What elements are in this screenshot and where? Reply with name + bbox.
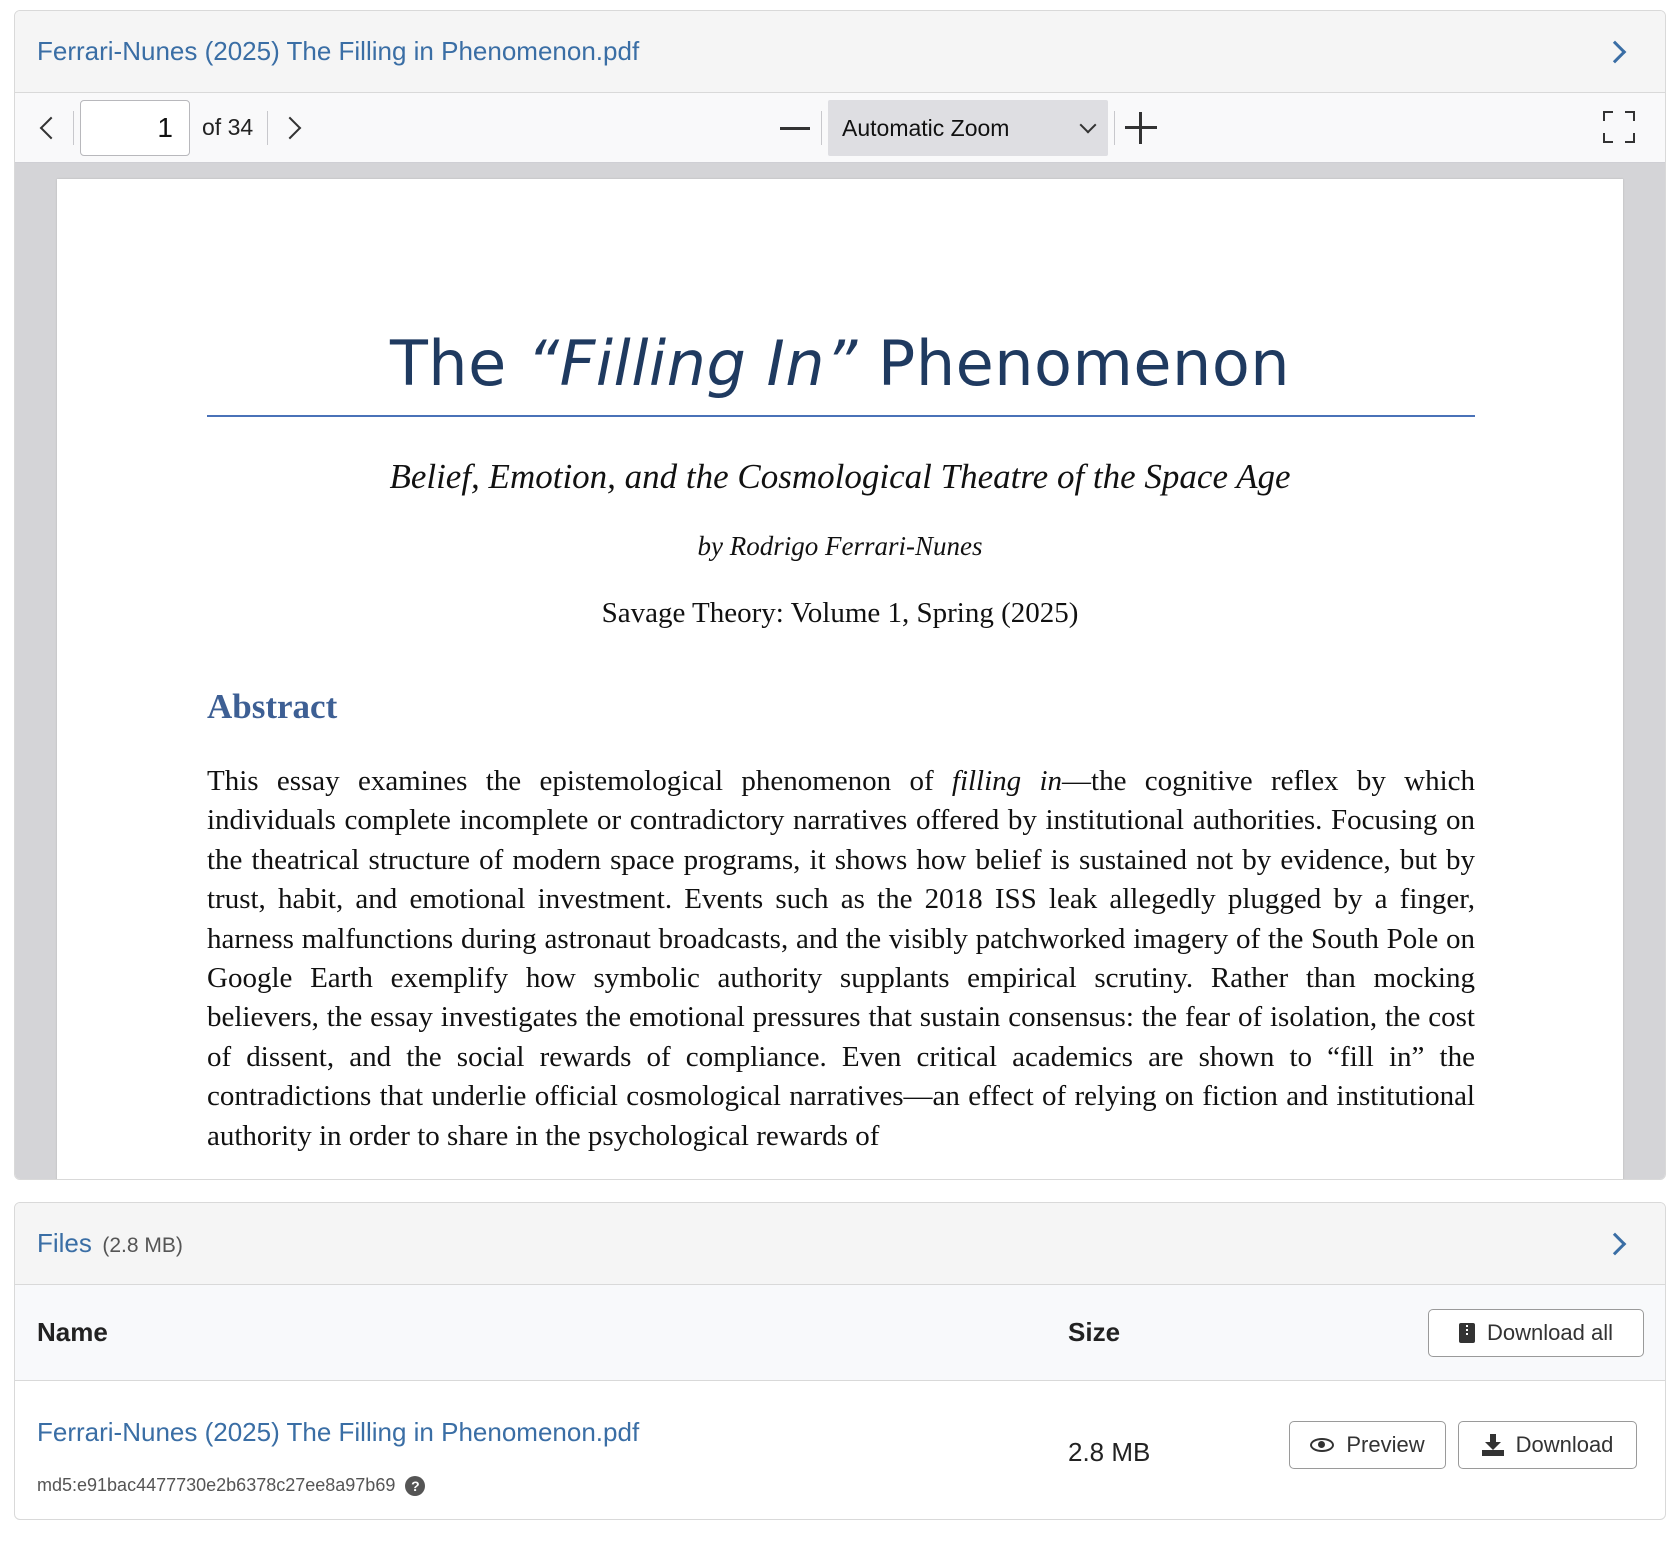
- files-heading[interactable]: Files: [37, 1228, 92, 1258]
- eye-icon: [1310, 1438, 1334, 1452]
- zoom-select[interactable]: [828, 100, 1108, 156]
- files-total-size: (2.8 MB): [102, 1234, 183, 1257]
- column-header-size: Size: [1068, 1317, 1121, 1347]
- preview-label: Preview: [1346, 1432, 1425, 1457]
- previous-page-button[interactable]: [27, 103, 67, 153]
- zoom-out-button[interactable]: [775, 103, 815, 153]
- toolbar-divider: [73, 111, 74, 145]
- file-zip-icon: [1459, 1323, 1475, 1343]
- pdf-toolbar: [15, 93, 1665, 163]
- document-subtitle: Belief, Emotion, and the Cosmological Theatre of the Space Age: [389, 457, 1291, 496]
- download-button[interactable]: [1458, 1421, 1637, 1469]
- download-label: Download: [1515, 1432, 1614, 1457]
- chevron-right-icon[interactable]: [1604, 40, 1627, 63]
- toolbar-divider: [1114, 111, 1115, 145]
- page-number-input[interactable]: [80, 100, 190, 156]
- pdf-viewport[interactable]: [15, 163, 1665, 1179]
- fullscreen-button[interactable]: [1603, 111, 1635, 143]
- files-table-header: [15, 1285, 1665, 1381]
- download-icon: [1482, 1434, 1504, 1456]
- file-md5: [37, 1475, 425, 1496]
- toolbar-divider: [267, 111, 268, 145]
- abstract-heading: Abstract: [207, 687, 338, 726]
- zoom-select-value: Automatic Zoom: [842, 114, 1010, 141]
- pdf-page: [57, 179, 1623, 1179]
- file-name-link[interactable]: Ferrari-Nunes (2025) The Filling in Phenomenon.pdf: [37, 1417, 640, 1447]
- table-row: [15, 1381, 1665, 1517]
- title-divider: [207, 415, 1475, 417]
- column-header-name: Name: [37, 1317, 108, 1347]
- question-circle-icon[interactable]: ?: [405, 1476, 425, 1496]
- chevron-left-icon: [40, 116, 63, 139]
- plus-icon: [1125, 112, 1157, 144]
- download-all-label: Download all: [1487, 1320, 1613, 1345]
- page-count-label: of 34: [202, 114, 254, 140]
- preview-file-title[interactable]: Ferrari-Nunes (2025) The Filling in Phenomenon.pdf: [37, 36, 640, 66]
- next-page-button[interactable]: [274, 103, 314, 153]
- zoom-controls: [775, 100, 1161, 156]
- preview-header[interactable]: [15, 11, 1665, 93]
- preview-button[interactable]: [1289, 1421, 1446, 1469]
- document-byline: by Rodrigo Ferrari-Nunes: [697, 531, 983, 561]
- toolbar-divider: [821, 111, 822, 145]
- zoom-in-button[interactable]: [1121, 103, 1161, 153]
- chevron-right-icon: [279, 116, 302, 139]
- abstract-body: This essay examines the epistemological phenomenon of filling in—the cognitive reflex by which individuals complete incomplete or contradictory narratives offered by institutional authorities. Focusing on the theatrical structure of modern space programs, it shows how belief is sustained not by evidence, but by trust, habit, and emotional investment. Events such as the 2018 ISS leak allegedly plugged by a finger, harness malfunctions during astronaut broadcasts, and the visibly patchworked imagery of the South Pole on Google Earth exemplify how symbolic authority supplants empirical scrutiny. Rather than mocking believers, the essay investigates the emotional pressures that sustain consensus: the fear of isolation, the cost of dissent, and the social rewards of compliance. Even critical academics are shown to “fill in” the contradictions that underlie official cosmological narratives—an effect of relying on fiction and institutional authority in order to share in the psychological rewards of: [207, 765, 1476, 1152]
- document-journal: Savage Theory: Volume 1, Spring (2025): [601, 597, 1079, 629]
- file-md5-value: md5:e91bac4477730e2b6378c27ee8a97b69: [37, 1475, 396, 1495]
- chevron-down-icon: [1080, 117, 1097, 134]
- chevron-right-icon[interactable]: [1604, 1232, 1627, 1255]
- document-title: The “Filling In” Phenomenon: [389, 327, 1291, 400]
- file-size: 2.8 MB: [1068, 1437, 1151, 1467]
- download-all-button[interactable]: [1428, 1309, 1644, 1357]
- files-panel: [14, 1202, 1666, 1520]
- files-header[interactable]: [15, 1203, 1665, 1285]
- minus-icon: [780, 127, 810, 130]
- pdf-preview-panel: [14, 10, 1666, 1180]
